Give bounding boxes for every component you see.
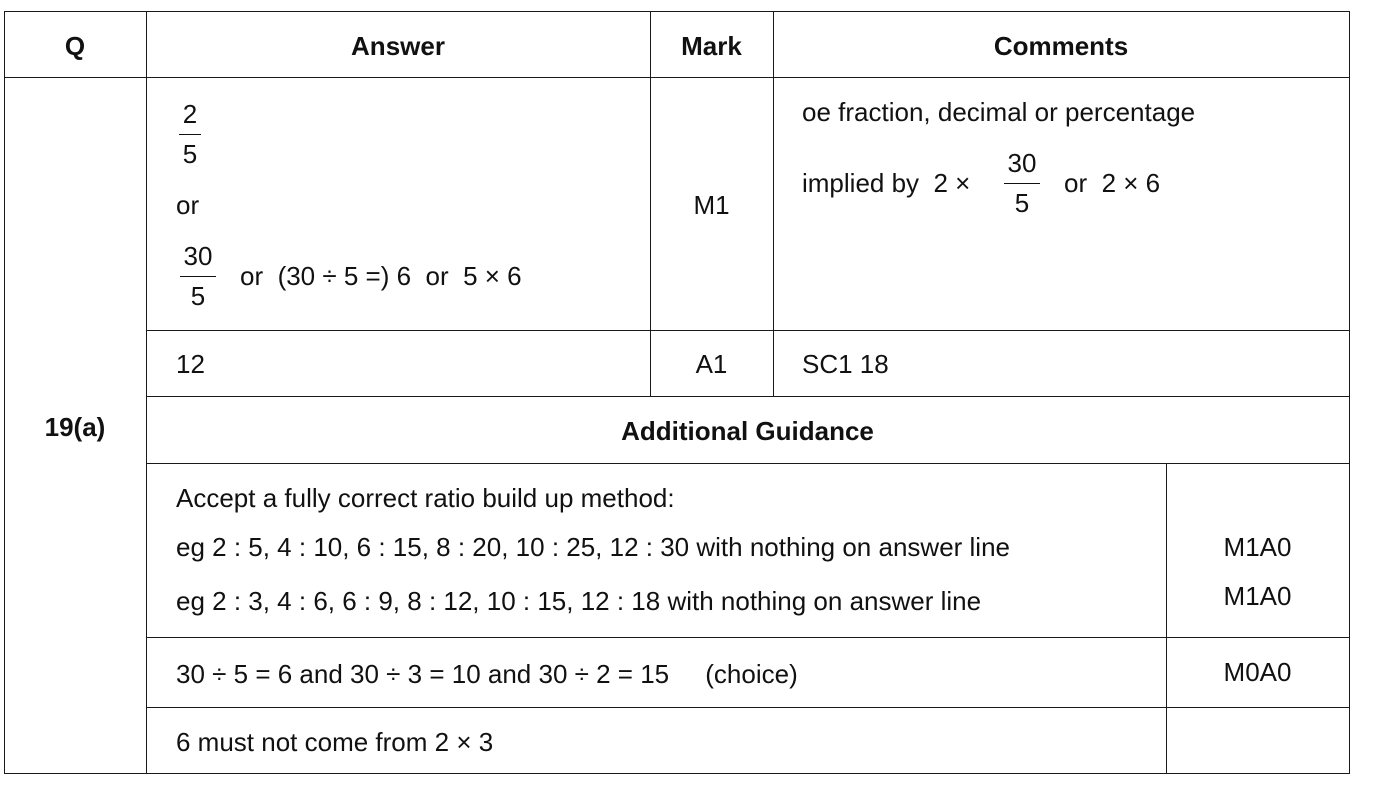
guidance-line-accept: Accept a fully correct ratio build up method: (176, 483, 675, 513)
table-border-right (1349, 11, 1350, 774)
guidance-block2-divider (146, 707, 1350, 708)
comment-oe: oe fraction, decimal or percentage (802, 97, 1196, 127)
row2-divider (146, 396, 1350, 397)
header-mark: Mark (681, 31, 742, 61)
guidance-choice-line: 30 ÷ 5 = 6 and 30 ÷ 3 = 10 and 30 ÷ 2 = 15 (choice) (176, 659, 798, 689)
guidance-line-eg1: eg 2 : 5, 4 : 10, 6 : 15, 8 : 20, 10 : 25, 12 : 30 with nothing on answer line (176, 532, 1011, 562)
comment-sc1: SC1 18 (802, 349, 889, 379)
mark-column-divider (773, 11, 774, 397)
header-answer: Answer (351, 31, 445, 61)
table-border-left (4, 11, 5, 774)
fraction-bar (1004, 183, 1040, 184)
comment-fraction (1004, 150, 1040, 216)
answer-alternatives: or (30 ÷ 5 =) 6 or 5 × 6 (240, 261, 522, 291)
answer-or: or (176, 190, 200, 220)
guidance-six-line: 6 must not come from 2 × 3 (176, 727, 494, 757)
fraction-thirty-fifths (180, 243, 216, 309)
q-column-divider (146, 11, 147, 774)
guidance-title: Additional Guidance (621, 416, 874, 446)
comment-or-alt: or 2 × 6 (1064, 168, 1161, 198)
fraction-numerator: 2 (182, 99, 198, 129)
question-number: 19(a) (44, 412, 106, 442)
guidance-block1-divider (146, 637, 1350, 638)
table-border-bottom (4, 773, 1350, 774)
header-divider (4, 77, 1350, 78)
guidance-title-divider (146, 463, 1350, 464)
fraction-denominator: 5 (190, 281, 206, 311)
mark-a1: A1 (695, 349, 728, 379)
header-comments: Comments (993, 31, 1129, 61)
guidance-mark-eg1: M1A0 (1223, 532, 1292, 562)
fraction-numerator: 30 (183, 241, 213, 271)
row1-divider (146, 330, 1350, 331)
comment-implied-by: implied by 2 × (802, 168, 971, 198)
guidance-line-eg2: eg 2 : 3, 4 : 6, 6 : 9, 8 : 12, 10 : 15, 12 : 18 with nothing on answer line (176, 586, 982, 616)
fraction-bar (179, 134, 201, 135)
fraction-bar (180, 276, 216, 277)
guidance-mark-divider (1166, 463, 1167, 774)
fraction-denominator: 5 (182, 139, 198, 169)
fraction-numerator: 30 (1007, 148, 1037, 178)
guidance-mark-eg2: M1A0 (1223, 581, 1292, 611)
guidance-mark-choice: M0A0 (1223, 657, 1292, 687)
fraction-denominator: 5 (1014, 188, 1030, 218)
mark-m1: M1 (693, 190, 730, 220)
table-border-top (4, 11, 1350, 12)
answer-12: 12 (176, 349, 205, 379)
fraction-two-fifths (179, 101, 201, 167)
header-q: Q (64, 31, 86, 61)
